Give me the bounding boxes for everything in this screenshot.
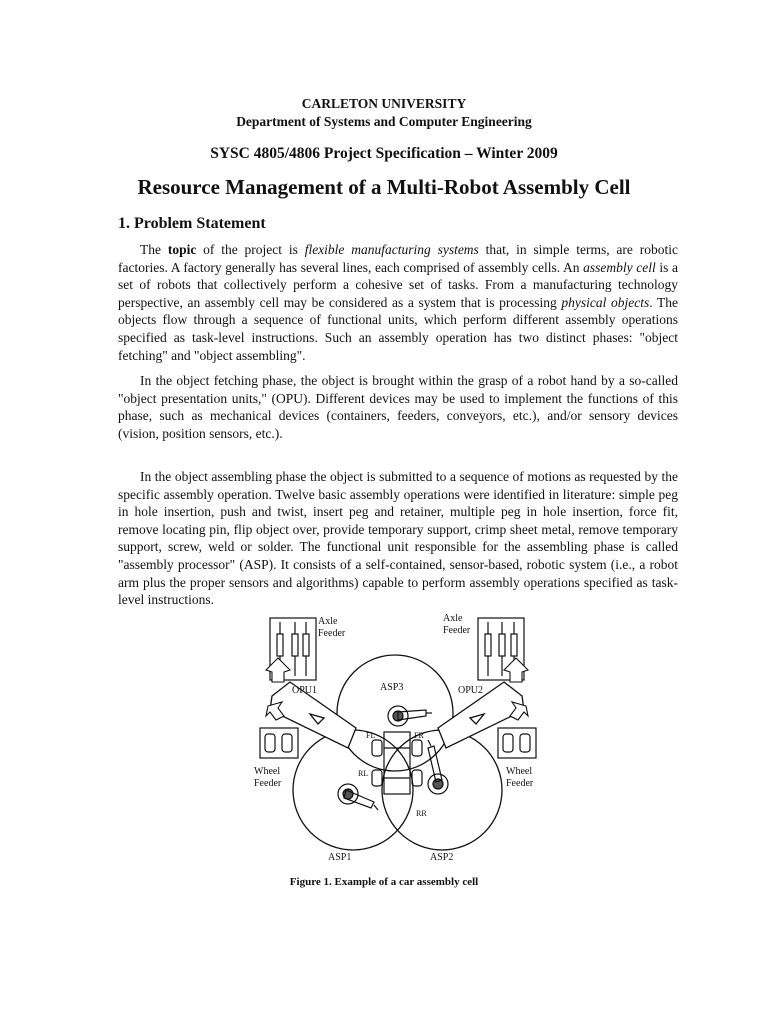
axle-feeder-right-label-2: Feeder [443, 625, 471, 636]
fr-label: FR [414, 731, 424, 740]
rl-label: RL [358, 769, 369, 778]
wheel-feeder-right [498, 728, 536, 758]
text-span: is a set of robots that collectively perform a cohesive set of tasks. From a manufacturing technology perspective, an assembly cell may be considered as a system that is processing [118, 259, 679, 310]
paragraph-topic [118, 241, 678, 364]
car-assembly-cell-figure [240, 598, 560, 878]
axle-feeder-left-label-1: Axle [318, 616, 338, 627]
document-title: Resource Management of a Multi-Robot Assembly Cell [137, 175, 631, 199]
wheel-feeder-left [260, 728, 298, 758]
course-heading: SYSC 4805/4806 Project Specification – Winter 2009 [210, 145, 558, 162]
text-span: . The objects flow through a sequence of functional units, which perform different assembly operations specified as task-level instructions. Such an assembly operation has two distinct phases: "object fetching" and "object assembling". [118, 294, 678, 363]
car-chassis [372, 732, 422, 794]
opu2-label: OPU2 [458, 685, 484, 696]
asp3-label: ASP3 [380, 682, 404, 693]
asp1-robot-arm [338, 784, 378, 810]
asp1-label: ASP1 [328, 852, 352, 863]
opu1-label: OPU1 [292, 685, 318, 696]
university-name: CARLETON UNIVERSITY [301, 96, 467, 111]
italic-term: physical objects [561, 294, 650, 310]
rr-label: RR [416, 809, 427, 818]
bold-term: topic [167, 242, 197, 257]
paragraph-object-fetching: In the object fetching phase, the object is brought within the grasp of a robot hand by a so-called "object presentation units," (OPU). Different devices may be used to implement the functions of this phase, such as mechanical devices (containers, feeders, conveyors, etc.), and/or sensory devices (vision, position sensors, etc.). [118, 373, 678, 441]
axle-feeder-left-label-2: Feeder [318, 628, 346, 639]
figure-caption: Figure 1. Example of a car assembly cell [289, 876, 479, 888]
paragraph-object-assembling: In the object assembling phase the object is submitted to a sequence of motions as requested by the specific assembly operation. Twelve basic assembly operations were identified in literature: simple peg in hole insertion, push and twist, insert peg and retainer, multiple peg in hole insertion, force fit, remove locating pin, flip object over, provide temporary support, crimp sheet metal, remove temporary support, screw, weld or solder. The functional unit responsible for the assembling phase is called "assembly processor" (ASP). It consists of a self-contained, sensor-based, robotic system (i.e., a robot arm plus the proper sensors and algorithms) capable to perform assembly operations specified as task-level instructions. [118, 469, 678, 608]
asp2-label: ASP2 [430, 852, 454, 863]
department-name: Department of Systems and Computer Engineering [236, 114, 532, 129]
asp2-robot-arm [428, 740, 448, 794]
wheel-feeder-right-label-2: Feeder [506, 778, 534, 789]
text-span: that, in simple terms, are robotic factories. A factory generally has several lines, each comprised of assembly cells. An [118, 242, 678, 275]
asp3-robot-arm [388, 706, 432, 726]
wheel-feeder-left-label-1: Wheel [254, 766, 281, 777]
axle-feeder-right-label-1: Axle [443, 613, 463, 624]
italic-term: flexible manufacturing systems [304, 242, 479, 257]
fl-label: FL [366, 731, 376, 740]
wheel-feeder-right-label-1: Wheel [506, 766, 533, 777]
wheel-feeder-left-label-2: Feeder [254, 778, 282, 789]
italic-term: assembly cell [583, 259, 656, 275]
text-span: of the project is [196, 242, 305, 257]
text-span: The [140, 242, 168, 257]
section-heading: 1. Problem Statement [118, 215, 266, 232]
